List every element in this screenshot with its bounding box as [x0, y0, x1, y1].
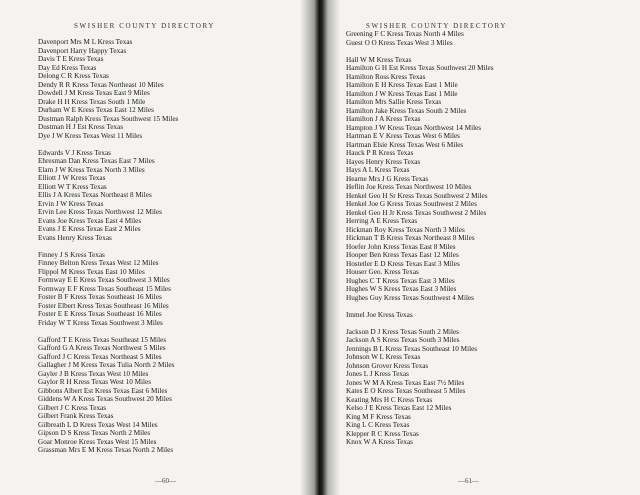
directory-entry: Dowdell J M Kress Texas East 9 Miles	[38, 89, 150, 97]
directory-entry: Hickman T B Kress Texas Northeast 8 Miles	[346, 234, 475, 242]
directory-entry: Edwards V J Kress Texas	[38, 148, 111, 157]
directory-entry: Hamilton J A Kress Texas	[346, 115, 421, 123]
directory-entry: Goar Monroe Kress Texas West 15 Miles	[38, 437, 157, 446]
directory-entry: Hughes W S Kress Texas East 3 Miles	[346, 285, 457, 293]
directory-entry: Delong C R Kress Texas	[38, 72, 109, 80]
directory-entry: Foster B F Kress Texas Southeast 16 Miles	[38, 293, 162, 301]
directory-entry: Dye J W Kress Texas West 11 Miles	[38, 131, 143, 140]
directory-entry: Ervin Lee Kress Texas Northwest 12 Miles	[38, 208, 162, 216]
directory-entry: Gilbert J C Kress Texas	[38, 403, 107, 412]
directory-entry: Day Ed Kress Texas	[38, 63, 97, 72]
directory-entry: Hayes Henry Kress Texas	[346, 157, 421, 166]
directory-entry: Kates E O Kress Texas Southeast 5 Miles	[346, 387, 466, 395]
directory-entry: Hughes C T Kress Texas East 3 Miles	[346, 276, 455, 285]
directory-entry: Elam J W Kress Texas North 3 Miles	[38, 165, 145, 174]
directory-entry: Ellis J A Kress Texas Northeast 8 Miles	[38, 191, 152, 199]
directory-entry: Hall W M Kress Texas	[346, 55, 412, 64]
directory-list	[346, 30, 494, 447]
directory-entry: Hoefer John Kress Texas East 8 Miles	[346, 242, 456, 251]
directory-entry: Kelso J E Kress Texas East 12 Miles	[346, 404, 452, 412]
directory-entry: Ehresman Dan Kress Texas East 7 Miles	[38, 157, 155, 165]
page-header: SWISHER COUNTY DIRECTORY	[366, 22, 508, 30]
directory-entry: Gilbert Frank Kress Texas	[38, 412, 114, 420]
directory-entry: Jones L J Kress Texas	[346, 370, 409, 378]
directory-entry: Heflin Joe Kress Texas Northwest 10 Miles	[346, 183, 472, 191]
directory-entry: Herring A E Kress Texas	[346, 217, 418, 225]
directory-entry: Gaylor R H Kress Texas West 10 Miles	[38, 378, 152, 386]
directory-entry: Davenport Mrs M L Kress Texas	[38, 38, 133, 46]
page-number: —61—	[458, 477, 479, 485]
directory-entry: Evans Henry Kress Texas	[38, 233, 112, 242]
directory-entry: Hamilton J W Kress Texas East 1 Mile	[346, 89, 458, 98]
directory-entry: Evans Joe Kress Texas East 4 Miles	[38, 216, 142, 225]
directory-entry: Immel Joe Kress Texas	[346, 310, 413, 319]
directory-entry: Ervin J W Kress Texas	[38, 199, 104, 208]
directory-entry: Henkel Joe G Kress Texas Southwest 2 Miles	[346, 200, 477, 208]
directory-entry: Jennings B L Kress Texas Southeast 10 Miles	[346, 344, 478, 353]
directory-entry: Henkel Geo H Sr Kress Texas Southwest 2 Miles	[346, 191, 488, 200]
directory-entry: Finney J S Kress Texas	[38, 250, 105, 259]
directory-entry: King M F Kress Texas	[346, 412, 411, 421]
page-number: —60—	[155, 477, 176, 485]
directory-entry: Jones W M A Kress Texas East 7½ Miles	[346, 378, 465, 387]
directory-entry: Gilbreath L D Kress Texas West 14 Miles	[38, 420, 158, 429]
directory-entry: Gafford T E Kress Texas Southeast 15 Miles	[38, 335, 167, 344]
directory-entry: Klepper R C Kress Texas	[346, 429, 419, 438]
directory-entry: Gayler J B Kress Texas West 10 Miles	[38, 369, 149, 378]
right-page	[318, 0, 640, 495]
directory-entry: Friday W T Kress Texas Southwest 3 Miles	[38, 318, 163, 327]
directory-entry: Johnson W L Kress Texas	[346, 353, 421, 361]
directory-entry: Gafford G A Kress Texas Northwest 5 Miles	[38, 344, 166, 352]
directory-entry: Keating Mrs H C Kress Texas	[346, 395, 433, 404]
directory-entry: Hamilton E H Kress Texas East 1 Mile	[346, 81, 458, 89]
page-header: SWISHER COUNTY DIRECTORY	[74, 22, 216, 30]
directory-entry: Hamilton Ross Kress Texas	[346, 72, 426, 81]
directory-entry: Giddens W A Kress Texas Southwest 20 Miles	[38, 395, 172, 403]
directory-entry: Durham W E Kress Texas East 12 Miles	[38, 106, 154, 114]
directory-entry: Hampton J W Kress Texas Northwest 14 Miles	[346, 123, 482, 132]
directory-entry: Hays A L Kress Texas	[346, 166, 410, 174]
directory-entry: Formway E E Kress Texas Southwest 3 Miles	[38, 276, 170, 284]
directory-entry: Davis T E Kress Texas	[38, 55, 104, 63]
directory-entry: Hickman Roy Kress Texas North 3 Miles	[346, 225, 465, 234]
directory-entry: Gibbons Albert Est Kress Texas East 6 Miles	[38, 386, 168, 395]
left-page	[0, 0, 318, 495]
book-gutter	[300, 0, 340, 495]
directory-entry: Hauck P R Kress Texas	[346, 149, 414, 157]
directory-entry: Grassman Mrs E M Kress Texas North 2 Miles	[38, 446, 174, 454]
directory-entry: King L C Kress Texas	[346, 421, 410, 429]
directory-entry: Hamilton Mrs Sallie Kress Texas	[346, 98, 442, 106]
directory-entry: Evans J E Kress Texas East 2 Miles	[38, 225, 141, 233]
directory-entry: Davenport Harry Happy Texas	[38, 46, 127, 55]
directory-entry: Knox W A Kress Texas	[346, 438, 413, 446]
directory-entry: Hamilton Jake Kress Texas South 2 Miles	[346, 106, 467, 115]
directory-entry: Jackson A S Kress Texas South 3 Miles	[346, 336, 460, 344]
directory-entry: Houser Geo. Kress Texas	[346, 268, 419, 276]
directory-entry: Hooper Ben Kress Texas East 12 Miles	[346, 251, 459, 259]
directory-entry: Finney Belton Kress Texas West 12 Miles	[38, 259, 159, 267]
directory-entry: Elliott J W Kress Texas	[38, 174, 106, 182]
directory-entry: Hughes Guy Kress Texas Southwest 4 Miles	[346, 293, 474, 302]
directory-entry: Guest O O Kress Texas West 3 Miles	[346, 38, 453, 47]
directory-entry: Flippol M Kress Texas East 10 Miles	[38, 267, 145, 276]
directory-entry: Hostetler E D Kress Texas East 3 Miles	[346, 259, 460, 268]
directory-list	[38, 38, 178, 455]
directory-entry: Gipson D S Kress Texas North 2 Miles	[38, 429, 151, 437]
directory-entry: Foster E E Kress Texas Southeast 16 Miles	[38, 310, 162, 318]
directory-entry: Hearne Mrs J G Kress Texas	[346, 174, 429, 183]
directory-entry: Drake H H Kress Texas South 1 Mile	[38, 97, 146, 106]
directory-entry: Gallagher J M Kress Texas Tulia North 2 Miles	[38, 361, 175, 369]
directory-entry: Hamilton G H Est Kress Texas Southwest 20 Miles	[346, 64, 494, 72]
directory-entry: Greening F C Kress Texas North 4 Miles	[346, 30, 464, 38]
directory-entry: Jackson D J Kress Texas South 2 Miles	[346, 327, 459, 336]
directory-entry: Dendy R R Kress Texas Northeast 10 Miles	[38, 80, 164, 89]
directory-entry: Henkel Geo H Jr Kress Texas Southwest 2 Miles	[346, 208, 487, 217]
directory-entry: Gafford J C Kress Texas Northeast 5 Miles	[38, 352, 162, 361]
directory-entry: Dustman Ralph Kress Texas Southwest 15 Miles	[38, 114, 179, 123]
directory-entry: Hartman Elsie Kress Texas West 6 Miles	[346, 140, 464, 149]
directory-entry: Hartman E V Kress Texas West 6 Miles	[346, 132, 460, 140]
directory-entry: Dustman H J Est Kress Texas	[38, 123, 124, 131]
directory-entry: Formway E F Kress Texas Southeast 15 Miles	[38, 284, 171, 293]
directory-entry: Foster Elbert Kress Texas Southeast 16 Miles	[38, 301, 169, 310]
directory-entry: Johnson Grover Kress Texas	[346, 361, 429, 370]
directory-entry: Elliott W T Kress Texas	[38, 182, 107, 191]
